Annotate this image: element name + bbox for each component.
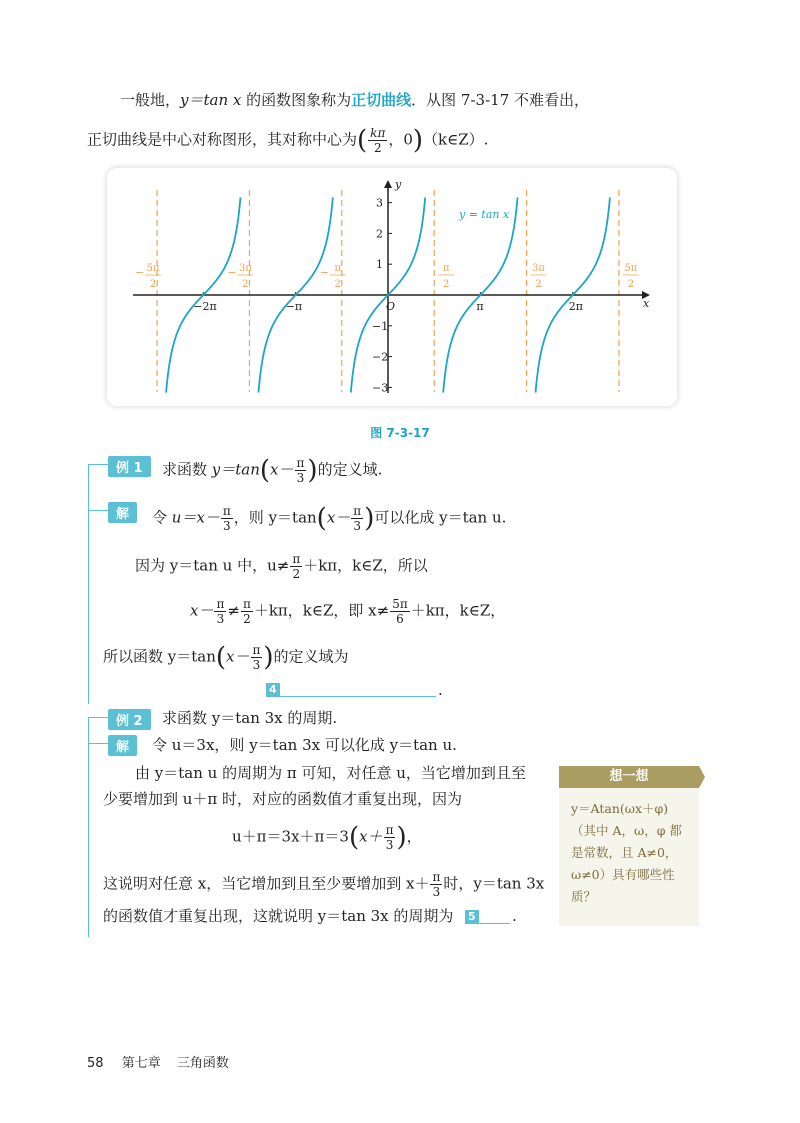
example1-tag: 例 1 xyxy=(108,456,151,477)
asymptote-label-den: 2 xyxy=(627,279,635,290)
asymptote-label-num: 5π xyxy=(624,263,638,274)
example2-step1: 令 u＝3x，则 y＝tan 3x 可以化成 y＝tan u. xyxy=(152,736,457,754)
example2-step6: 的函数值才重复出现，这就说明 y＝tan 3x 的周期为 xyxy=(103,907,454,925)
asymptote-label-den: 2 xyxy=(242,279,249,290)
section: 三角函数 xyxy=(176,1056,229,1071)
example2-question: 求函数 y＝tan 3x 的周期. xyxy=(162,709,338,727)
example2-step2: 由 y＝tan u 的周期为 π 可知，对任意 u，当它增加到且至 xyxy=(135,764,526,782)
example2-solution-tag: 解 xyxy=(108,735,137,756)
asymptote-label-num: 3π xyxy=(532,263,546,274)
chapter: 第七章 xyxy=(121,1056,161,1071)
example2-bracket xyxy=(88,717,89,937)
blank-number-4: 4 xyxy=(266,683,280,696)
asymptote-label-den: 2 xyxy=(535,279,542,290)
example1-step2: 因为 y＝tan u 中，u≠ $\frac{\pi}{2}$ ＋kπ，k∈Z，所以 xyxy=(135,552,428,581)
asymptote-sign: − xyxy=(135,266,145,279)
example1-step3: x－ $\frac{\pi}{3}$ ≠ $\frac{\pi}{2}$ ＋kπ，k∈Z，即 x≠ $\frac{5\pi}{6}$ ＋kπ，k∈Z， xyxy=(190,597,506,626)
asymptote-label-num: π xyxy=(334,263,342,274)
blank-number-5: 5 xyxy=(465,910,479,923)
x-tick-label: 2π xyxy=(568,300,583,313)
footer xyxy=(87,1052,229,1071)
x-axis-label: x xyxy=(643,297,650,310)
answer-blank-4[interactable] xyxy=(266,682,436,697)
x-tick-label: −2π xyxy=(193,300,217,313)
origin-label: O xyxy=(386,300,396,313)
example1-bracket xyxy=(88,464,89,704)
asymptote-sign: − xyxy=(227,266,237,279)
x-tick-label: −π xyxy=(285,300,303,313)
think-body: y＝Atan(ωx＋φ)（其中 A，ω，φ 都是常数，且 A≠0，ω≠0）具有哪些性质？ xyxy=(571,801,682,904)
asymptote-label-den: 2 xyxy=(149,279,157,290)
y-tick-label: 1 xyxy=(376,258,383,272)
intro-line-1: 一般地，y＝tan x 的函数图象称为正切曲线．从图 7-3-17 不难看出， xyxy=(120,91,590,109)
y-tick-label: 2 xyxy=(376,227,383,241)
y-tick-label: −1 xyxy=(372,319,389,333)
asymptote-label-den: 2 xyxy=(442,279,450,290)
example1-solution-tag: 解 xyxy=(108,502,137,523)
example1-step4: 所以函数 y＝tan(x－ $\frac{\pi}{3}$ )的定义域为 xyxy=(103,642,349,673)
example2-step4: u＋π＝3x＋π＝3(x＋ $\frac{\pi}{3}$ )， xyxy=(232,822,422,853)
intro-line-2: 正切曲线是中心对称图形，其对称中心为( $\frac{k\pi}{2}$ ，0)（k∈Z）. xyxy=(87,125,489,156)
example1-question: 求函数 y＝tan(x－ $\frac{\pi}{3}$ )的定义域. xyxy=(162,455,383,486)
y-axis-arrow xyxy=(384,180,392,188)
y-tick-label: 3 xyxy=(376,196,383,210)
x-tick-label: π xyxy=(476,300,484,313)
y-tick-label: −3 xyxy=(372,381,389,395)
page-number: 58 xyxy=(87,1056,104,1071)
example2-step5: 这说明对任意 x，当它增加到且至少要增加到 x＋ $\frac{\pi}{3}$ 时，y＝tan 3x xyxy=(103,870,545,899)
think-title: 想一想 xyxy=(559,766,699,788)
y-axis-label: y xyxy=(395,178,402,191)
example2-tag: 例 2 xyxy=(108,709,151,730)
curve-label: y = tan x xyxy=(459,208,510,221)
example2-step3: 少要增加到 u＋π 时，对应的函数值才重复出现，因为 xyxy=(103,790,463,808)
asymptote-label-num: 5π xyxy=(146,263,160,274)
asymptote-label-num: 3π xyxy=(238,263,252,274)
tan-graph xyxy=(107,168,677,406)
asymptote-label-den: 2 xyxy=(334,279,342,290)
y-tick-label: −2 xyxy=(372,350,389,364)
think-box xyxy=(559,766,699,926)
asymptote-sign: − xyxy=(319,266,330,279)
term-tangent-curve: 正切曲线 xyxy=(351,91,412,109)
example1-step1: 令 u＝x－ $\frac{\pi}{3}$ ，则 y＝tan(x－ $\frac{\pi}{3}$ )可以化成 y＝tan u. xyxy=(152,503,507,534)
figure-caption: 图 7-3-17 xyxy=(370,426,430,440)
asymptote-label-num: π xyxy=(442,263,450,274)
